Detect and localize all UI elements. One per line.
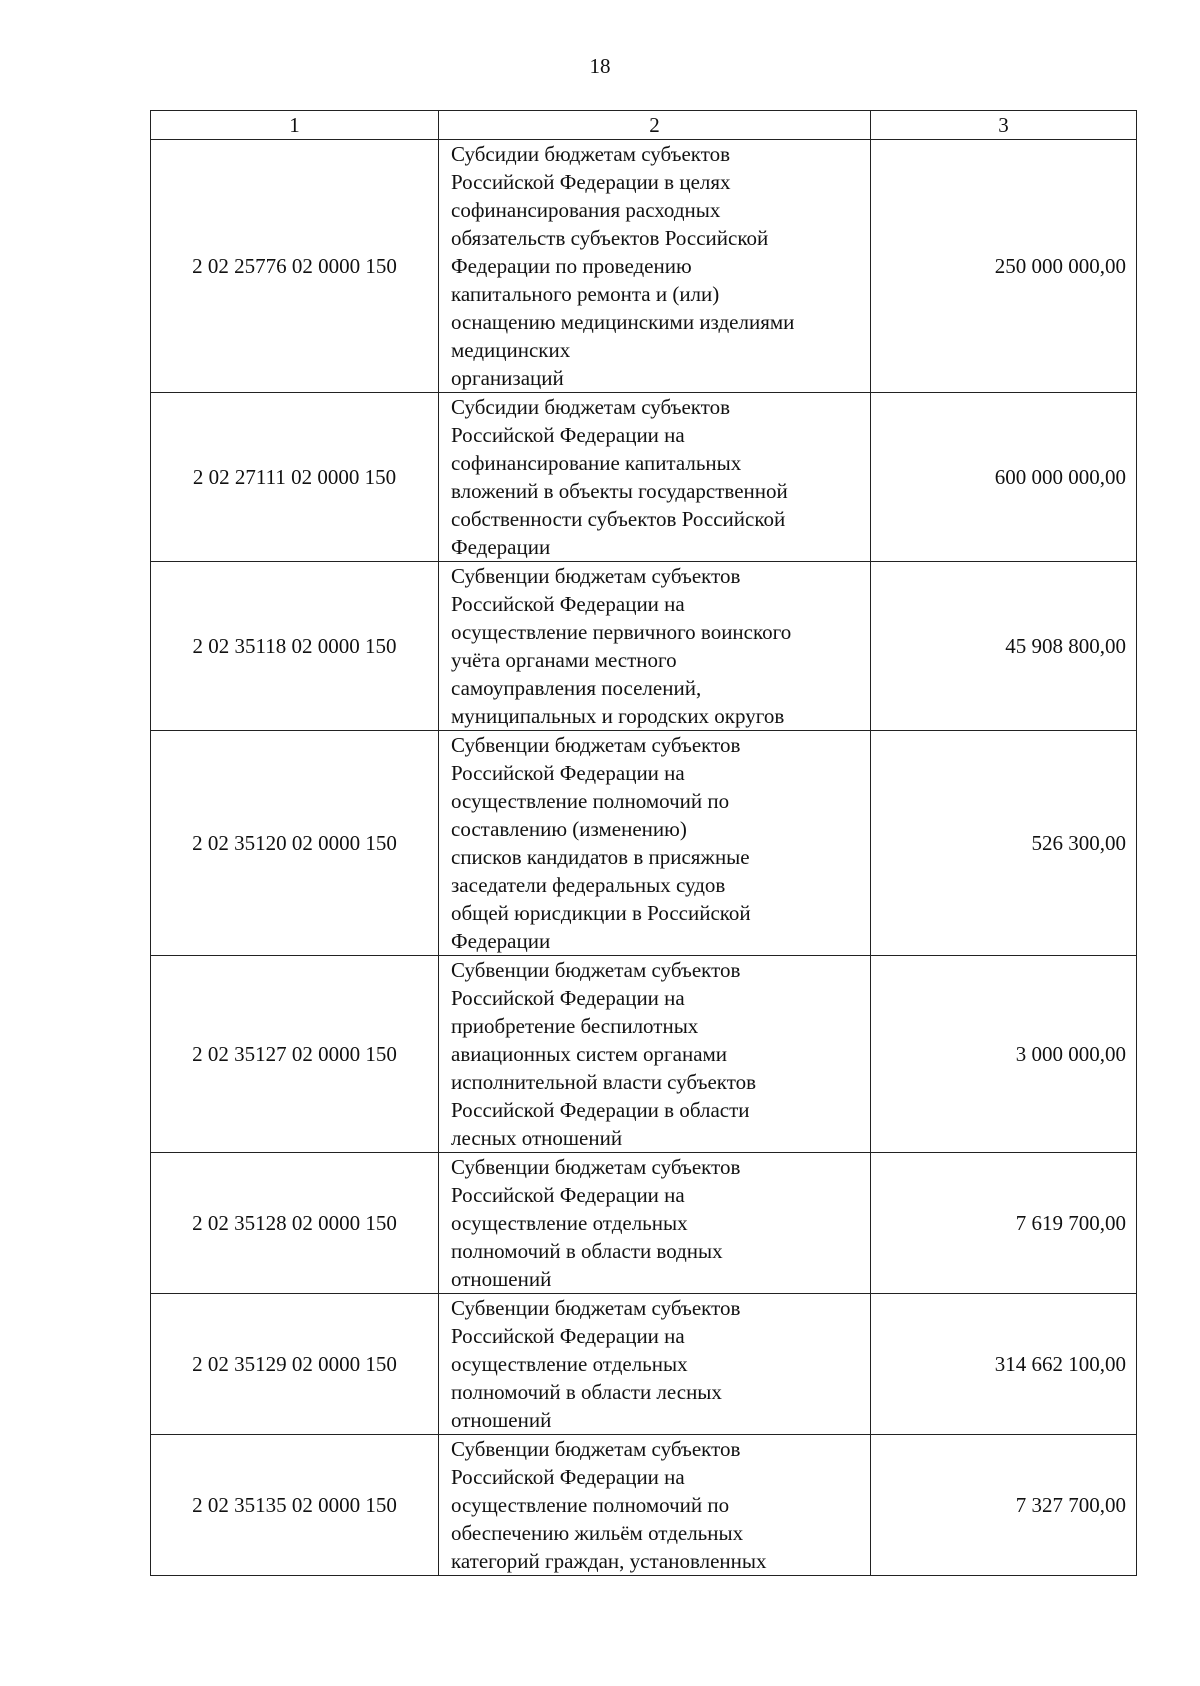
table-row <box>151 562 1137 731</box>
budget-code-cell: 2 02 25776 02 0000 150 <box>151 140 439 393</box>
budget-code-cell: 2 02 35135 02 0000 150 <box>151 1435 439 1576</box>
budget-code-cell: 2 02 35118 02 0000 150 <box>151 562 439 731</box>
description-cell: Субвенции бюджетам субъектов Российской Федерации на осуществление отдельных полномочий в области лесных отношений <box>439 1294 871 1435</box>
table-row <box>151 393 1137 562</box>
amount-cell: 250 000 000,00 <box>871 140 1137 393</box>
amount-cell: 526 300,00 <box>871 731 1137 956</box>
amount-cell: 45 908 800,00 <box>871 562 1137 731</box>
description-cell: Субсидии бюджетам субъектов Российской Федерации в целях софинансирования расходных обязательств субъектов Российской Федерации по проведению капитального ремонта и (или) оснащению медицинскими изделиями медицинских организаций <box>439 140 871 393</box>
page-number: 18 <box>589 54 611 78</box>
amount-cell: 600 000 000,00 <box>871 393 1137 562</box>
description-cell: Субвенции бюджетам субъектов Российской Федерации на осуществление полномочий по обеспечению жильём отдельных категорий граждан, установленных <box>439 1435 871 1576</box>
budget-code-cell: 2 02 35127 02 0000 150 <box>151 956 439 1153</box>
budget-code-cell: 2 02 27111 02 0000 150 <box>151 393 439 562</box>
column-header-1: 1 <box>151 111 439 140</box>
description-cell: Субвенции бюджетам субъектов Российской Федерации на осуществление отдельных полномочий в области водных отношений <box>439 1153 871 1294</box>
description-cell: Субвенции бюджетам субъектов Российской Федерации на осуществление первичного воинского учёта органами местного самоуправления поселений, муниципальных и городских округов <box>439 562 871 731</box>
table-row <box>151 956 1137 1153</box>
budget-code-cell: 2 02 35129 02 0000 150 <box>151 1294 439 1435</box>
amount-cell: 7 327 700,00 <box>871 1435 1137 1576</box>
amount-cell: 3 000 000,00 <box>871 956 1137 1153</box>
table-row <box>151 1153 1137 1294</box>
budget-code-cell: 2 02 35128 02 0000 150 <box>151 1153 439 1294</box>
table-row <box>151 1294 1137 1435</box>
budget-table <box>150 110 1137 1576</box>
budget-code-cell: 2 02 35120 02 0000 150 <box>151 731 439 956</box>
column-header-3: 3 <box>871 111 1137 140</box>
table-row <box>151 1435 1137 1576</box>
description-cell: Субвенции бюджетам субъектов Российской Федерации на осуществление полномочий по составлению (изменению) списков кандидатов в присяжные заседатели федеральных судов общей юрисдикции в Российской Федерации <box>439 731 871 956</box>
description-cell: Субсидии бюджетам субъектов Российской Федерации на софинансирование капитальных вложений в объекты государственной собственности субъектов Российской Федерации <box>439 393 871 562</box>
amount-cell: 314 662 100,00 <box>871 1294 1137 1435</box>
amount-cell: 7 619 700,00 <box>871 1153 1137 1294</box>
table-row <box>151 140 1137 393</box>
column-header-2: 2 <box>439 111 871 140</box>
table-row <box>151 731 1137 956</box>
table-header-row <box>151 111 1137 140</box>
description-cell: Субвенции бюджетам субъектов Российской Федерации на приобретение беспилотных авиационных систем органами исполнительной власти субъектов Российской Федерации в области лесных отношений <box>439 956 871 1153</box>
